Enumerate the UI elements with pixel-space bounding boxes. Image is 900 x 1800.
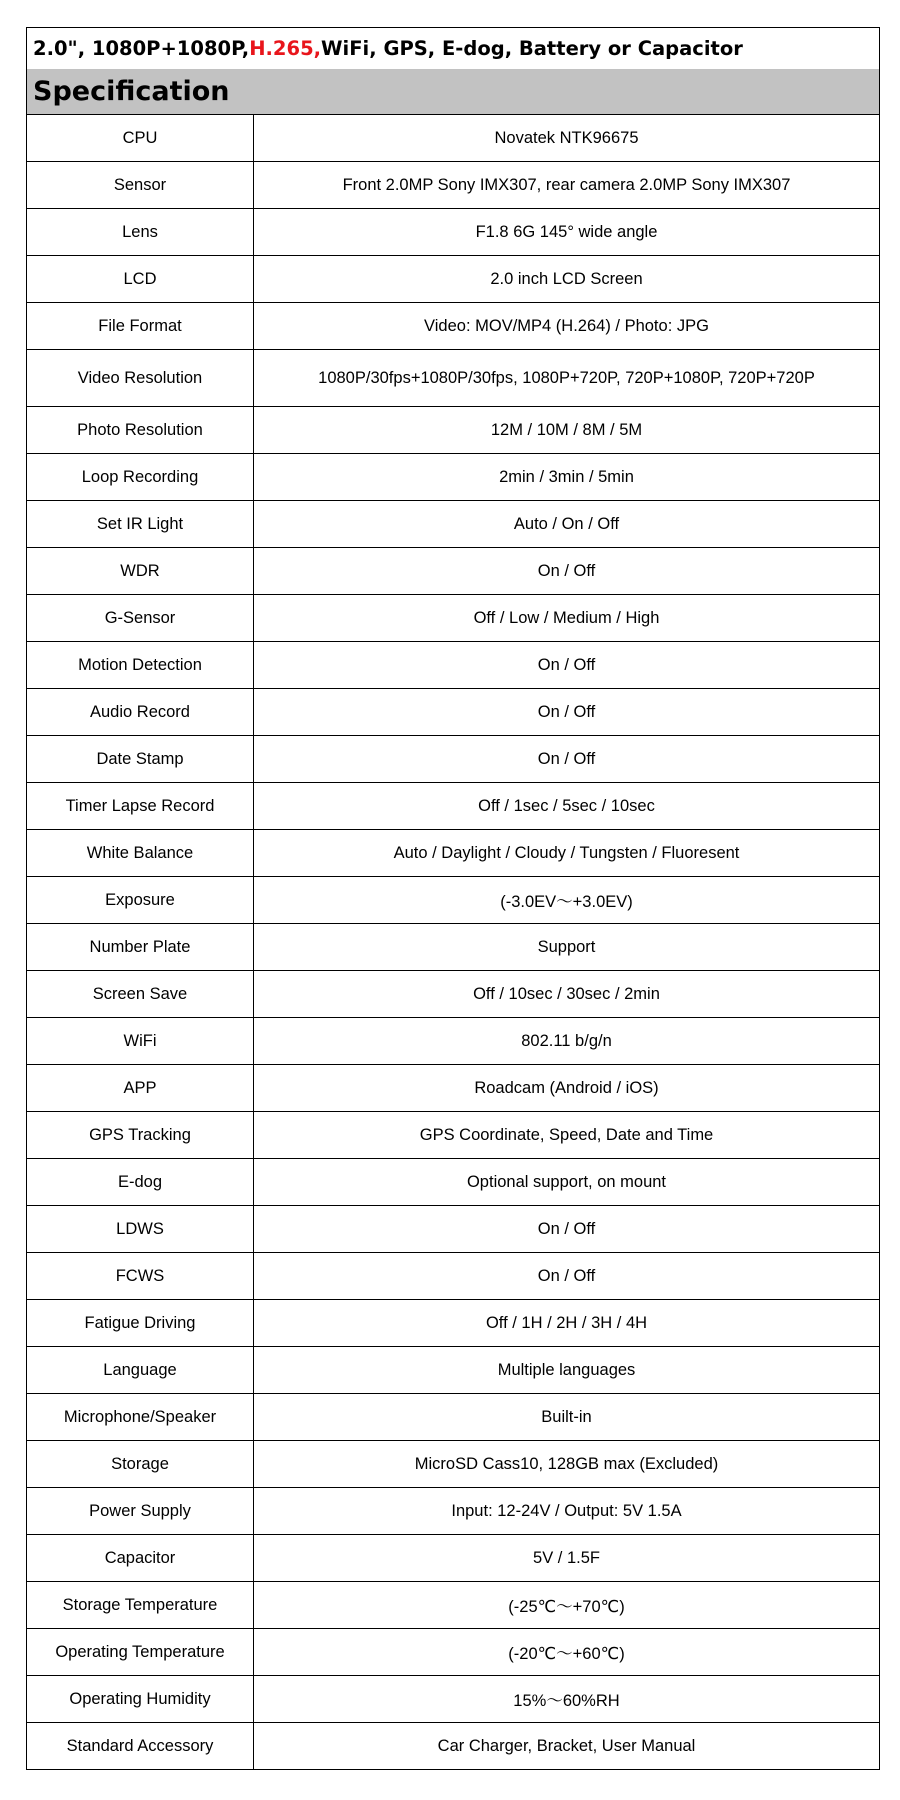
spec-row [27,1300,880,1347]
spec-row [27,1629,880,1676]
spec-label: Storage Temperature [27,1582,254,1629]
spec-value: 2min / 3min / 5min [254,454,880,501]
spec-value: On / Off [254,736,880,783]
spec-table [26,114,880,1770]
spec-value: Built-in [254,1394,880,1441]
spec-row [27,1394,880,1441]
spec-label: Loop Recording [27,454,254,501]
spec-value: Roadcam (Android / iOS) [254,1065,880,1112]
spec-value: On / Off [254,1253,880,1300]
spec-row [27,1723,880,1770]
title-text-end: WiFi, GPS, E-dog, Battery or Capacitor [321,37,743,60]
spec-table-body [27,115,880,1770]
spec-value: (-20℃～+60℃) [254,1629,880,1676]
spec-value: MicroSD Cass10, 128GB max (Excluded) [254,1441,880,1488]
spec-value: Optional support, on mount [254,1159,880,1206]
spec-value: 5V / 1.5F [254,1535,880,1582]
spec-row [27,256,880,303]
spec-value: Input: 12-24V / Output: 5V 1.5A [254,1488,880,1535]
spec-label: E-dog [27,1159,254,1206]
spec-label: Microphone/Speaker [27,1394,254,1441]
spec-value: Novatek NTK96675 [254,115,880,162]
spec-label: File Format [27,303,254,350]
product-title [26,27,880,69]
spec-value: Off / 10sec / 30sec / 2min [254,971,880,1018]
spec-row [27,1206,880,1253]
spec-row [27,924,880,971]
spec-row [27,350,880,407]
spec-row [27,454,880,501]
spec-row [27,501,880,548]
spec-value: On / Off [254,1206,880,1253]
spec-row [27,1018,880,1065]
spec-label: CPU [27,115,254,162]
spec-row [27,1441,880,1488]
spec-label: Motion Detection [27,642,254,689]
spec-row [27,1159,880,1206]
spec-row [27,642,880,689]
spec-row [27,162,880,209]
spec-value: 15%～60%RH [254,1676,880,1723]
spec-value: Car Charger, Bracket, User Manual [254,1723,880,1770]
spec-row [27,689,880,736]
spec-label: Number Plate [27,924,254,971]
spec-row [27,548,880,595]
spec-row [27,877,880,924]
spec-label: Storage [27,1441,254,1488]
spec-label: APP [27,1065,254,1112]
spec-label: Fatigue Driving [27,1300,254,1347]
spec-row [27,736,880,783]
spec-label: Operating Humidity [27,1676,254,1723]
spec-value: On / Off [254,548,880,595]
spec-row [27,1253,880,1300]
spec-row [27,115,880,162]
spec-label: Video Resolution [27,350,254,407]
spec-label: Capacitor [27,1535,254,1582]
spec-label: GPS Tracking [27,1112,254,1159]
spec-label: Power Supply [27,1488,254,1535]
spec-label: Operating Temperature [27,1629,254,1676]
spec-label: Standard Accessory [27,1723,254,1770]
spec-label: Set IR Light [27,501,254,548]
spec-row [27,1488,880,1535]
spec-label: WDR [27,548,254,595]
spec-row [27,1112,880,1159]
spec-value: Off / 1H / 2H / 3H / 4H [254,1300,880,1347]
spec-label: Audio Record [27,689,254,736]
spec-label: FCWS [27,1253,254,1300]
spec-sheet [26,27,880,1770]
spec-label: Exposure [27,877,254,924]
spec-row [27,303,880,350]
spec-label: Timer Lapse Record [27,783,254,830]
spec-value: Off / 1sec / 5sec / 10sec [254,783,880,830]
spec-label: Screen Save [27,971,254,1018]
spec-value: GPS Coordinate, Speed, Date and Time [254,1112,880,1159]
title-text-start: 2.0", 1080P+1080P, [33,37,250,60]
spec-row [27,1582,880,1629]
spec-value: 1080P/30fps+1080P/30fps, 1080P+720P, 720P+1080P, 720P+720P [254,350,880,407]
spec-value: Support [254,924,880,971]
spec-value: 2.0 inch LCD Screen [254,256,880,303]
spec-label: Language [27,1347,254,1394]
spec-label: G-Sensor [27,595,254,642]
spec-label: Photo Resolution [27,407,254,454]
spec-value: Auto / On / Off [254,501,880,548]
spec-row [27,830,880,877]
spec-row [27,1347,880,1394]
spec-value: Front 2.0MP Sony IMX307, rear camera 2.0MP Sony IMX307 [254,162,880,209]
spec-value: 12M / 10M / 8M / 5M [254,407,880,454]
spec-value: (-25℃～+70℃) [254,1582,880,1629]
spec-value: (-3.0EV～+3.0EV) [254,877,880,924]
spec-value: On / Off [254,689,880,736]
spec-label: Date Stamp [27,736,254,783]
spec-row [27,1065,880,1112]
spec-row [27,209,880,256]
spec-row [27,971,880,1018]
spec-value: Auto / Daylight / Cloudy / Tungsten / Fluoresent [254,830,880,877]
spec-row [27,1676,880,1723]
spec-value: Video: MOV/MP4 (H.264) / Photo: JPG [254,303,880,350]
spec-label: Sensor [27,162,254,209]
spec-label: LCD [27,256,254,303]
spec-row [27,1535,880,1582]
spec-value: Off / Low / Medium / High [254,595,880,642]
spec-label: Lens [27,209,254,256]
spec-label: White Balance [27,830,254,877]
spec-label: WiFi [27,1018,254,1065]
section-heading: Specification [26,69,880,114]
spec-row [27,783,880,830]
spec-value: F1.8 6G 145° wide angle [254,209,880,256]
title-codec-highlight: H.265, [249,37,322,60]
spec-row [27,595,880,642]
spec-value: 802.11 b/g/n [254,1018,880,1065]
spec-value: On / Off [254,642,880,689]
spec-row [27,407,880,454]
spec-label: LDWS [27,1206,254,1253]
spec-value: Multiple languages [254,1347,880,1394]
